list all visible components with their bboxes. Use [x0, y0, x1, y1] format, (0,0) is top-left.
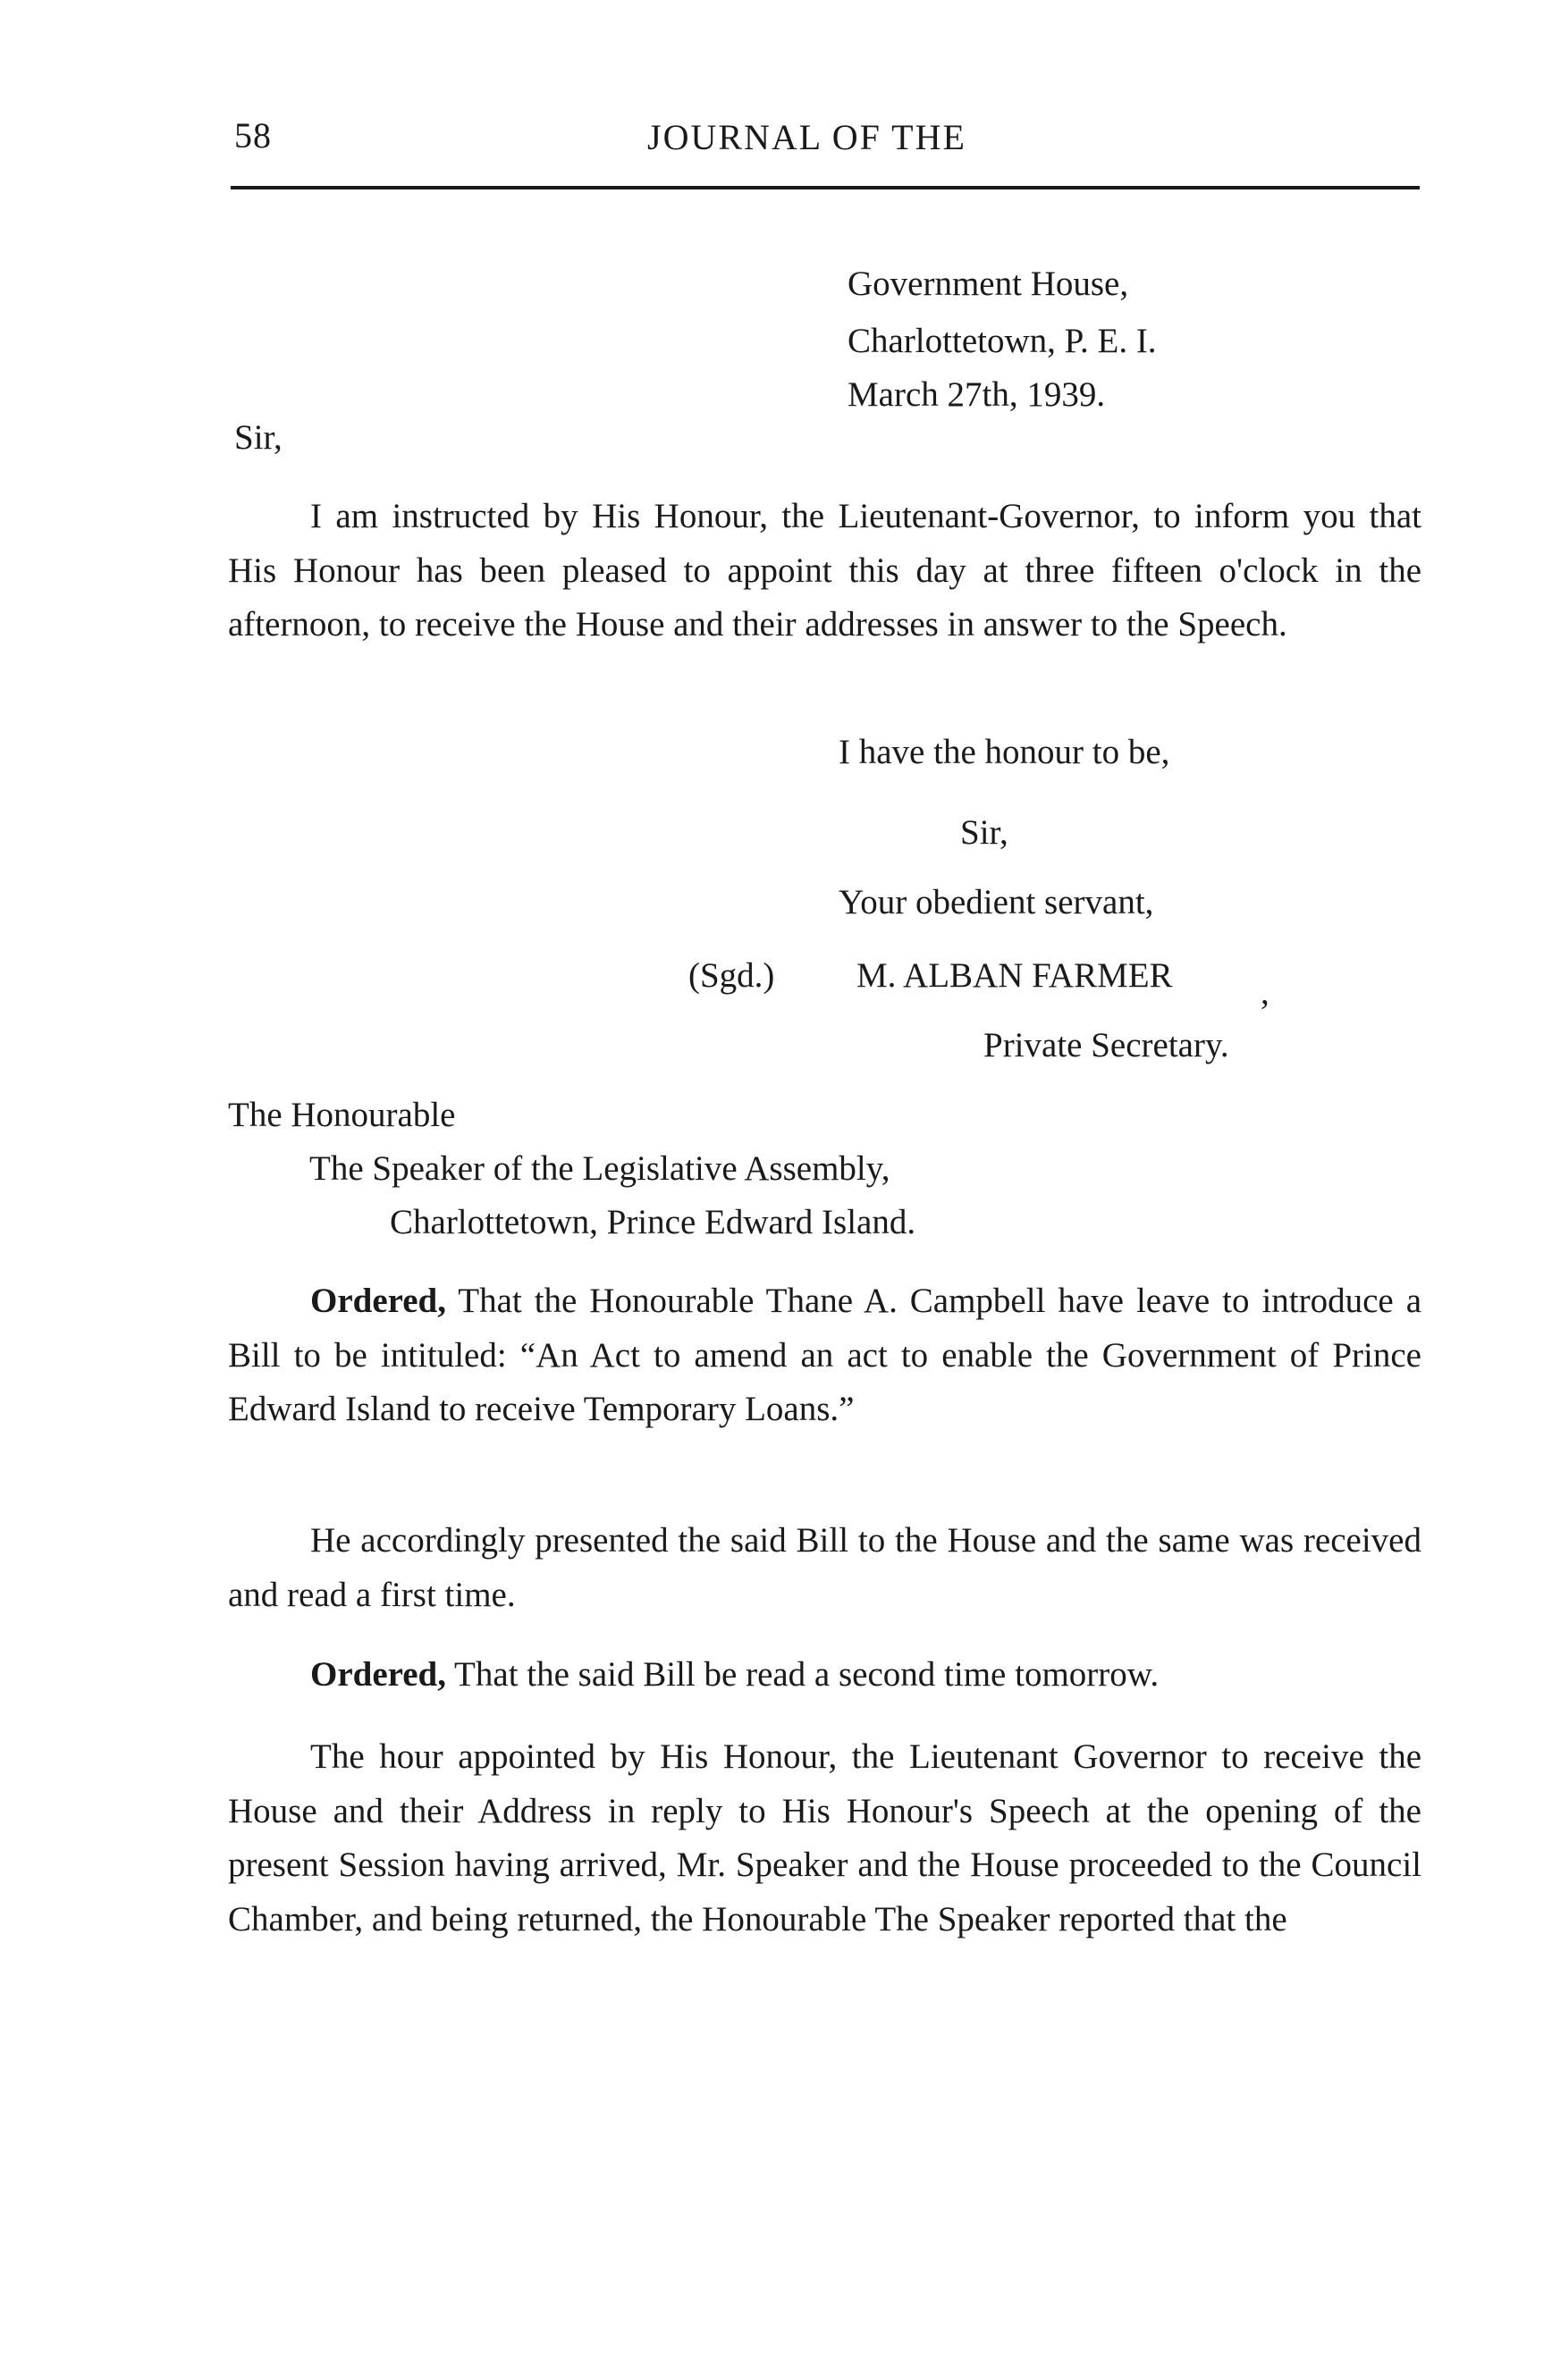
running-header: JOURNAL OF THE	[647, 117, 966, 157]
proceeding-ordered-2	[228, 1648, 1421, 1703]
address-line-2: Charlottetown, P. E. I.	[848, 322, 1157, 360]
address-line-1: Government House,	[848, 265, 1129, 303]
address-line-3: March 27th, 1939.	[848, 375, 1106, 414]
letter-body: I am instructed by His Honour, the Lieutenant-Governor, to inform you that His Honour has been pleased to appoint this day at three fifteen o'clock in the afternoon, to receive the House and their addresses in answer to the Speech.	[228, 497, 1421, 643]
ordered-lead: Ordered,	[310, 1655, 447, 1694]
proceeding-text: That the Honourable Thane A. Campbell have leave to introduce a Bill to be intituled: “An Act to amend an act to enable the Government of Prince Edward Island to receive Temporary Loans.”	[228, 1282, 1421, 1428]
proceeding-text: The hour appointed by His Honour, the Lieutenant Governor to receive the House and their Address in reply to His Honour's Speech at the opening of the present Session having arrived, Mr. Speaker and the House proceeded to the Council Chamber, and being returned, the Honourable The Speaker reported that the	[228, 1737, 1421, 1938]
proceeding-text: He accordingly presented the said Bill to the House and the same was received and read a first time.	[228, 1521, 1421, 1614]
signatory-name: M. ALBAN FARMER	[856, 956, 1173, 995]
closing-line-1: I have the honour to be,	[839, 733, 1170, 771]
recipient-line-2: The Speaker of the Legislative Assembly,	[309, 1149, 890, 1188]
closing-line-3: Your obedient servant,	[839, 883, 1154, 921]
signed-prefix: (Sgd.)	[688, 956, 775, 995]
page-number: 58	[234, 115, 272, 156]
proceeding-hour-appointed	[228, 1730, 1421, 1947]
closing-line-2: Sir,	[960, 813, 1008, 852]
ordered-lead: Ordered,	[310, 1282, 447, 1320]
signatory-title: Private Secretary.	[983, 1026, 1229, 1064]
header-rule	[231, 186, 1420, 189]
recipient-line-1: The Honourable	[228, 1096, 456, 1134]
proceeding-ordered-1	[228, 1274, 1421, 1437]
proceeding-presented	[228, 1514, 1421, 1622]
recipient-line-3: Charlottetown, Prince Edward Island.	[390, 1203, 916, 1241]
signatory-comma: ,	[1261, 973, 1269, 1012]
proceeding-text: That the said Bill be read a second time tomorrow.	[446, 1655, 1160, 1694]
salutation: Sir,	[234, 418, 283, 457]
